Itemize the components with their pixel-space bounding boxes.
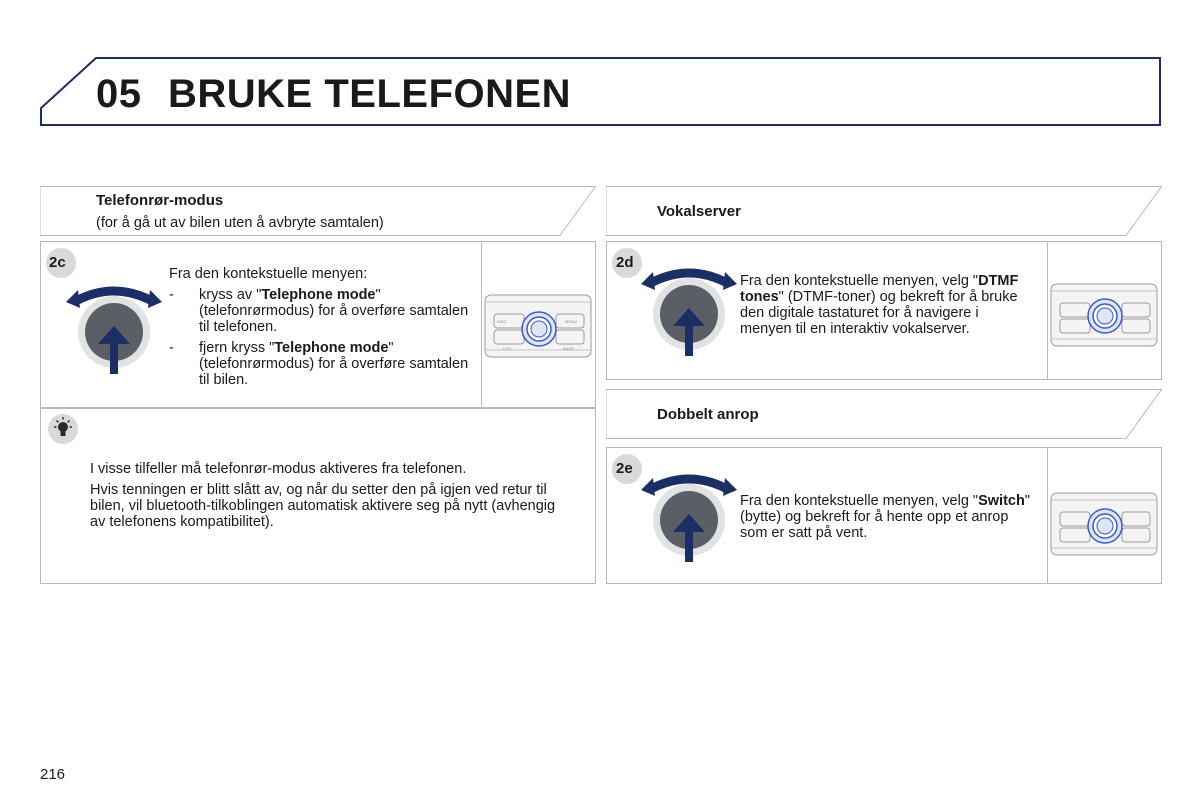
vocal-text: Fra den kontekstuelle menyen, velg "DTMF tones" (DTMF-toner) og bekreft for å bruke den digitale tastaturet for å navigere i menyen til en interaktiv vokalserver. (740, 273, 1019, 337)
list-item-text: fjern kryss "Telephone mode" (telefonrørmodus) for å overføre samtalen til bilen. (199, 340, 469, 388)
console-label: DISC (497, 319, 507, 324)
handset-heading-box (40, 186, 596, 236)
audio-console-illustration (1050, 492, 1158, 556)
step-badge-label: 2c (49, 254, 66, 271)
rotary-knob-icon (66, 282, 162, 378)
lightbulb-icon (47, 413, 79, 445)
option-dtmf-tones: DTMF tones (740, 273, 1019, 305)
vocal-title: Vokalserver (657, 203, 741, 220)
step-badge-label: 2e (616, 460, 633, 477)
note-paragraph: I visse tilfeller må telefonrør-modus aktiveres fra telefonen. (90, 461, 467, 477)
handset-title: Telefonrør-modus (96, 192, 224, 209)
console-label: MENU (565, 319, 577, 324)
double-call-heading-box (606, 389, 1162, 439)
vocal-heading-box (606, 186, 1162, 236)
audio-console-illustration (484, 294, 592, 358)
list-item-text: kryss av "Telephone mode" (telefonrørmodus) for å overføre samtalen til telefonen. (199, 287, 469, 335)
audio-console-illustration (1050, 283, 1158, 347)
list-item (169, 340, 469, 390)
chapter-title: BRUKE TELEFONEN (168, 72, 572, 116)
step-badge-label: 2d (616, 254, 634, 271)
list-dash: - (169, 287, 174, 303)
note-paragraph: Hvis tenningen er blitt slått av, og når du setter den på igjen ved retur til bilen, vil bluetooth-tilkoblingen automatisk aktivere seg på nytt (avhengig av telefonens kompatibilitet). (90, 482, 556, 530)
rotary-knob-icon (641, 264, 737, 360)
rotary-knob-icon (641, 470, 737, 566)
option-telephone-mode: Telephone mode (274, 340, 389, 356)
console-label: BACK (563, 346, 574, 351)
handset-intro: Fra den kontekstuelle menyen: (169, 266, 368, 282)
option-telephone-mode: Telephone mode (261, 287, 376, 303)
list-item (169, 287, 469, 337)
list-dash: - (169, 340, 174, 356)
double-call-text: Fra den kontekstuelle menyen, velg "Switch" (bytte) og bekreft for å hente opp et anrop som er satt på vent. (740, 493, 1030, 541)
option-switch: Switch (978, 493, 1025, 509)
page-number: 216 (40, 766, 66, 783)
handset-subtitle: (for å gå ut av bilen uten å avbryte samtalen) (96, 215, 384, 231)
chapter-number: 05 (96, 72, 142, 116)
double-call-title: Dobbelt anrop (657, 406, 759, 423)
console-label: LIST (503, 346, 512, 351)
